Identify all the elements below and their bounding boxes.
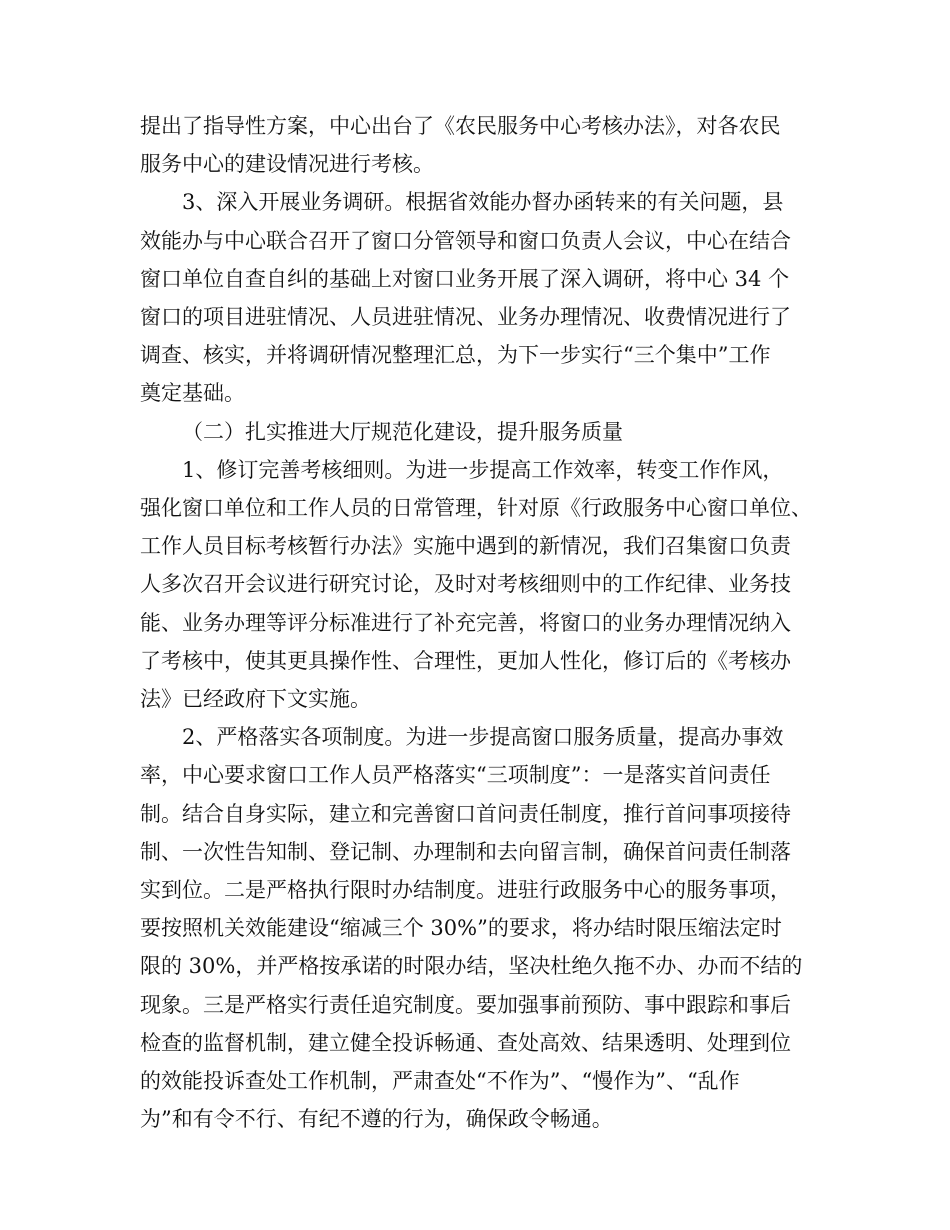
text-line: 调查、核实，并将调研情况整理汇总，为下一步实行“三个集中”工作	[140, 343, 771, 368]
text-line: 1、修订完善考核细则。为进一步提高工作效率，转变工作作风，	[182, 457, 784, 482]
text-line: 检查的监督机制，建立健全投诉畅通、查处高效、结果透明、处理到位	[140, 1030, 791, 1055]
text-line: 2、严格落实各项制度。为进一步提高窗口服务质量，提高办事效	[182, 725, 784, 750]
text-line: 制。结合自身实际，建立和完善窗口首问责任制度，推行首问事项接待	[140, 801, 791, 826]
text-line: 要按照机关效能建设“缩减三个 30%”的要求，将办结时限压缩法定时	[140, 916, 782, 941]
text-line: 效能办与中心联合召开了窗口分管领导和窗口负责人会议，中心在结合	[140, 228, 791, 253]
text-line: 窗口的项目进驻情况、人员进驻情况、业务办理情况、收费情况进行了	[140, 305, 791, 330]
text-line: 实到位。二是严格执行限时办结制度。进驻行政服务中心的服务事项，	[140, 878, 791, 903]
text-line: 制、一次性告知制、登记制、办理制和去向留言制，确保首问责任制落	[140, 839, 791, 864]
text-line: 的效能投诉查处工作机制，严肃查处“不作为”、“慢作为”、“乱作	[140, 1069, 740, 1094]
text-line: 能、业务办理等评分标准进行了补充完善，将窗口的业务办理情况纳入	[140, 610, 791, 635]
text-line: 了考核中，使其更具操作性、合理性，更加人性化，修订后的《考核办	[140, 648, 791, 673]
text-line: 窗口单位自查自纠的基础上对窗口业务开展了深入调研，将中心 34 个	[140, 266, 790, 291]
text-line: 率，中心要求窗口工作人员严格落实“三项制度”：一是落实首问责任	[140, 763, 771, 788]
text-line: 法》已经政府下文实施。	[140, 687, 371, 712]
document-body	[140, 107, 812, 1138]
text-line: 奠定基础。	[140, 381, 245, 406]
text-line: 限的 30%，并严格按承诺的时限办结，坚决杜绝久拖不办、办而不结的	[140, 954, 803, 979]
text-line: 工作人员目标考核暂行办法》实施中遇到的新情况，我们召集窗口负责	[140, 534, 791, 559]
text-line: 提出了指导性方案，中心出台了《农民服务中心考核办法》，对各农民	[140, 114, 781, 138]
text-line: 强化窗口单位和工作人员的日常管理，针对原《行政服务中心窗口单位、	[140, 496, 812, 521]
text-line: 现象。三是严格实行责任追究制度。要加强事前预防、事中跟踪和事后	[140, 992, 791, 1017]
text-line: 服务中心的建设情况进行考核。	[140, 152, 434, 177]
text-line: 为”和有令不行、有纪不遵的行为，确保政令畅通。	[140, 1107, 613, 1132]
section-heading: （二）扎实推进大厅规范化建设，提升服务质量	[182, 419, 623, 444]
text-line: 人多次召开会议进行研究讨论，及时对考核细则中的工作纪律、业务技	[140, 572, 791, 597]
text-line: 3、深入开展业务调研。根据省效能办督办函转来的有关问题，县	[182, 190, 784, 215]
